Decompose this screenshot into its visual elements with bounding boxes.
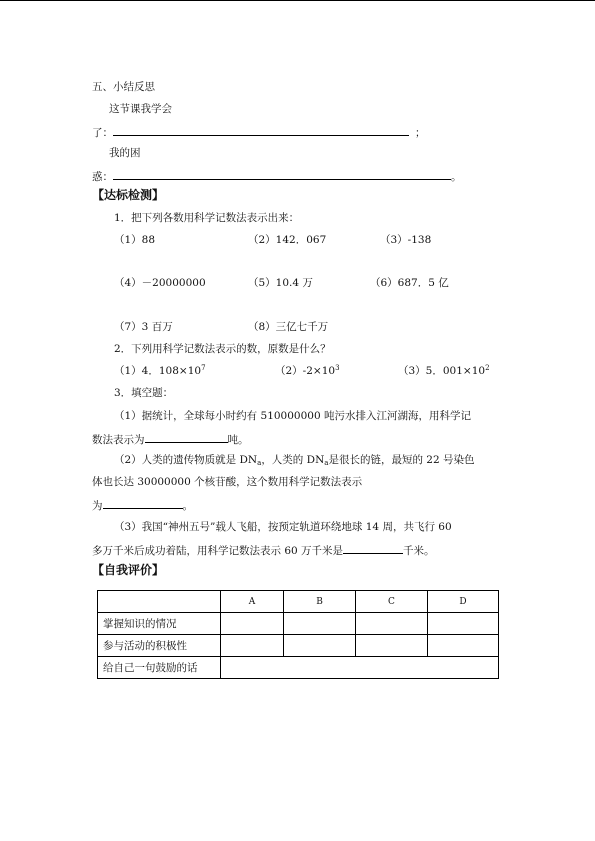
- q3-p1-line2: [92, 431, 249, 447]
- q2-item-3: [398, 364, 490, 378]
- q3-p2-line3: [92, 497, 193, 513]
- q3-p3-line2: [92, 542, 435, 558]
- q1-item-3: （3）-138: [380, 234, 432, 246]
- q3-p2-blank[interactable]: [103, 497, 183, 509]
- row-label-participation: 参与活动的积极性: [98, 635, 221, 657]
- q3-p2-line1: [114, 453, 475, 467]
- rating-cell[interactable]: [356, 613, 428, 635]
- q2-prompt: 2．下列用科学记数法表示的数，原数是什么？: [114, 343, 331, 355]
- q1-item-2: （2）142．067: [248, 234, 327, 246]
- table-row: [98, 635, 499, 657]
- section-5-title: 五、小结反思: [92, 81, 155, 93]
- confused-blank[interactable]: [113, 168, 451, 180]
- confused-prompt: 我的困: [109, 147, 141, 159]
- q2-item-1-base: （1）4．108×10: [114, 365, 202, 377]
- q3-p2-line3-text: 为: [92, 500, 103, 512]
- q3-p3-line1: （3）我国“神州五号”载人飞船，按预定轨道环绕地球 14 周，共飞行 60: [114, 521, 452, 533]
- check-heading: 【达标检测】: [92, 188, 165, 202]
- q3-p3-line2-text: 多万千米后成功着陆，用科学记数法表示 60 万千米是: [92, 545, 344, 557]
- rating-cell[interactable]: [356, 635, 428, 657]
- q3-p2-line3-suffix: 。: [182, 500, 193, 512]
- encouragement-cell[interactable]: [221, 657, 499, 679]
- q2-item-1: [114, 364, 206, 378]
- rating-cell[interactable]: [284, 613, 356, 635]
- page-top-border: [0, 0, 595, 1]
- table-header-row: [98, 591, 499, 613]
- q3-p1-blank[interactable]: [145, 431, 228, 443]
- q3-p1-line2-suffix: 吨。: [227, 434, 249, 446]
- q1-item-6: （6）687．5 亿: [370, 277, 449, 289]
- q3-p2-line2: 体也长达 30000000 个核苷酸，这个数用科学记数法表示: [92, 476, 363, 488]
- rating-cell[interactable]: [284, 635, 356, 657]
- q1-item-4: （4）－20000000: [114, 277, 206, 289]
- q3-p3-blank[interactable]: [343, 542, 403, 554]
- column-header-d: D: [428, 591, 499, 613]
- learned-blank[interactable]: [113, 124, 409, 136]
- q3-prompt: 3．填空题：: [114, 387, 174, 399]
- learned-prompt: 这节课我学会: [109, 103, 172, 115]
- q2-item-3-base: （3）5．001×10: [398, 365, 486, 377]
- q1-item-1: （1）88: [114, 234, 156, 246]
- q3-p2-text-a: （2）人类的遗传物质就是 DN: [114, 454, 258, 466]
- rating-cell[interactable]: [428, 613, 499, 635]
- confused-suffix: 。: [451, 171, 462, 183]
- q2-item-2-base: （2）-2×10: [275, 365, 336, 377]
- self-eval-table: [97, 590, 499, 679]
- rating-cell[interactable]: [428, 635, 499, 657]
- column-header-c: C: [356, 591, 428, 613]
- q3-p2-sub-b: a: [324, 459, 329, 467]
- row-label-encouragement: 给自己一句鼓励的话: [98, 657, 221, 679]
- q3-p3-line2-suffix: 千米。: [403, 545, 435, 557]
- table-row: [98, 657, 499, 679]
- q1-prompt: 1．把下列各数用科学记数法表示出来：: [114, 212, 300, 224]
- q2-item-3-exponent: 2: [485, 364, 490, 372]
- confused-prefix: 惑：: [92, 171, 113, 183]
- learned-suffix: ；: [415, 127, 426, 139]
- q2-item-2-exponent: 3: [335, 364, 340, 372]
- column-header-a: A: [221, 591, 284, 613]
- q1-item-8: （8）三亿七千万: [248, 321, 329, 333]
- q1-item-7: （7）3 百万: [114, 321, 173, 333]
- rating-cell[interactable]: [221, 635, 284, 657]
- learned-prefix: 了：: [92, 127, 113, 139]
- confused-line: [92, 168, 462, 184]
- learned-line: [92, 124, 426, 140]
- q2-item-1-exponent: 7: [201, 364, 206, 372]
- q3-p1-line1: （1）据统计，全球每小时约有 510000000 吨污水排入江河湖海，用科学记: [114, 410, 471, 422]
- q3-p2-sub-a: a: [257, 459, 262, 467]
- column-header-b: B: [284, 591, 356, 613]
- q3-p1-line2-text: 数法表示为: [92, 434, 145, 446]
- table-row: [98, 613, 499, 635]
- row-label-knowledge: 掌握知识的情况: [98, 613, 221, 635]
- q1-item-5: （5）10.4 万: [248, 277, 313, 289]
- q3-p2-text-c: 是很长的链，最短的 22 号染色: [328, 454, 475, 466]
- q2-item-2: [275, 364, 340, 378]
- q3-p2-text-b: ，人类的 DN: [261, 454, 325, 466]
- table-corner-cell: [98, 591, 221, 613]
- self-eval-heading: 【自我评价】: [92, 563, 165, 577]
- rating-cell[interactable]: [221, 613, 284, 635]
